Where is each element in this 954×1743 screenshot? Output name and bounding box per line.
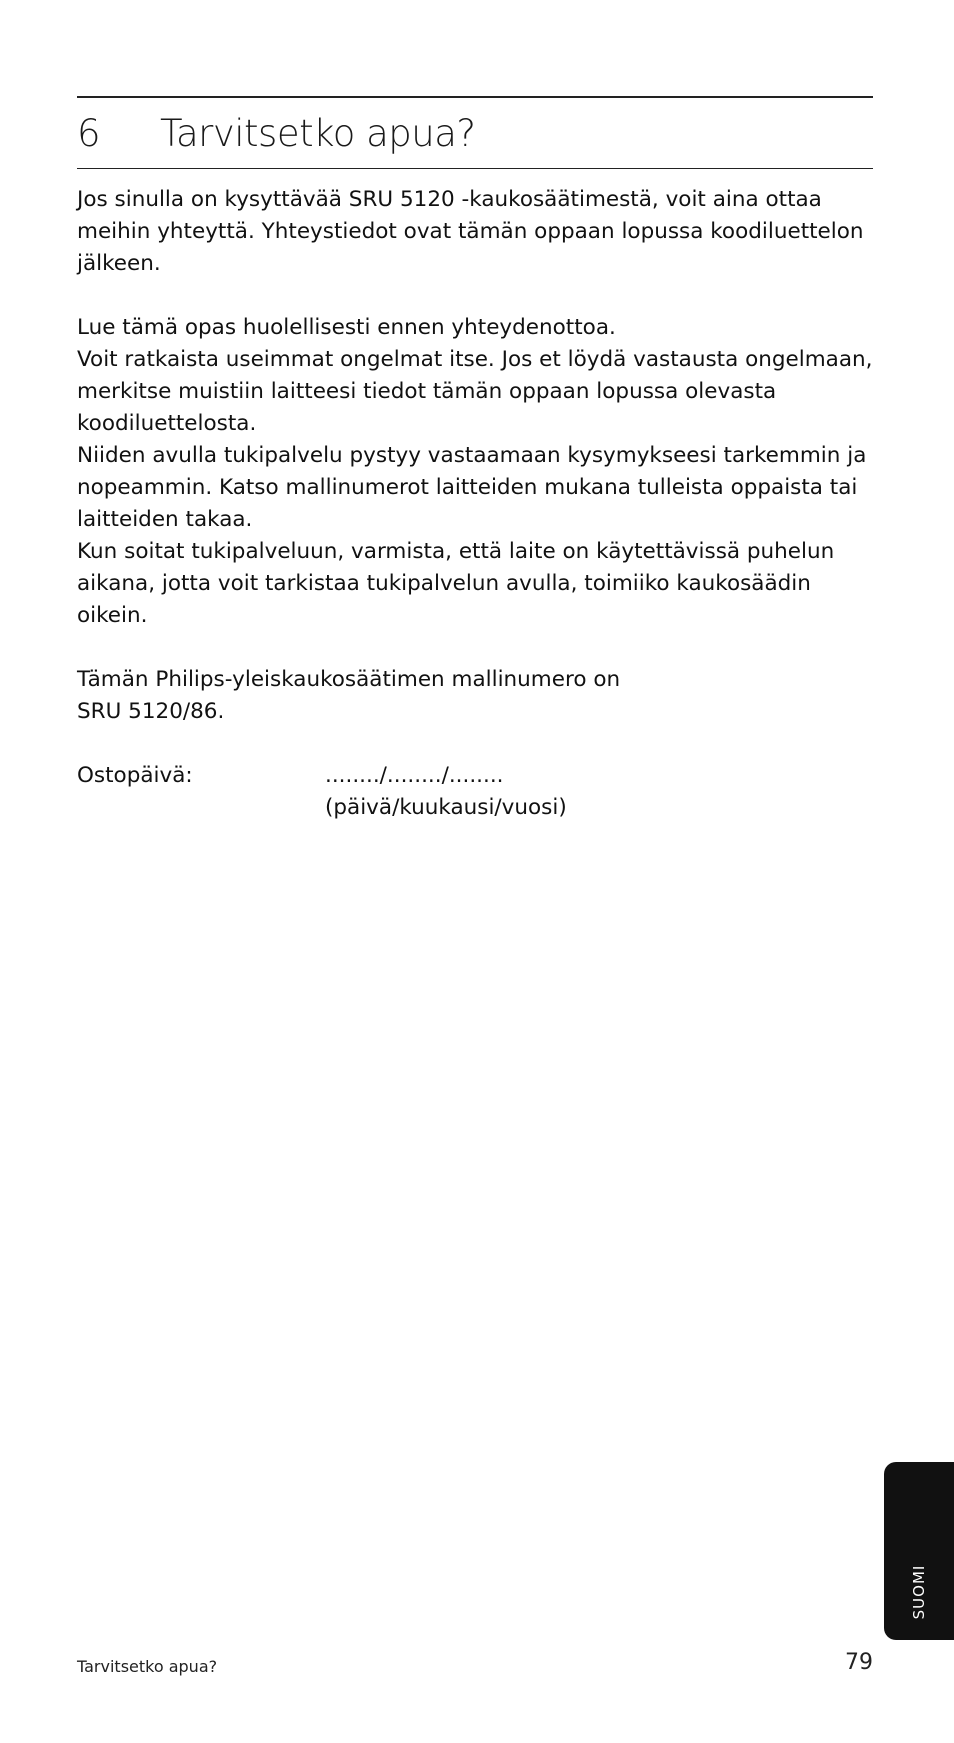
- paragraph-spacer: [77, 632, 877, 664]
- language-tab-label: SUOMI: [910, 1564, 928, 1620]
- purchase-date-row: [77, 760, 877, 824]
- heading-top-rule: [77, 96, 873, 98]
- page-content: [77, 184, 877, 824]
- footer-section-title: Tarvitsetko apua?: [77, 1657, 218, 1676]
- purchase-date-format: (päivä/kuukausi/vuosi): [325, 795, 567, 820]
- language-tab: [884, 1462, 954, 1640]
- page-number: 79: [845, 1650, 873, 1675]
- intro-paragraph: Jos sinulla on kysyttävää SRU 5120 -kaukosäätimestä, voit aina ottaa meihin yhteyttä. Yhteystiedot ovat tämän oppaan lopussa koodiluettelon jälkeen.: [77, 187, 864, 276]
- chapter-number: 6: [77, 112, 101, 155]
- paragraph-spacer: [77, 280, 877, 312]
- chapter-title: Tarvitsetko apua?: [160, 112, 476, 155]
- purchase-date-label: Ostopäivä:: [77, 763, 193, 788]
- purchase-date-field: ......../......../........: [325, 763, 504, 788]
- paragraph-spacer: [77, 728, 877, 760]
- model-number-paragraph: Tämän Philips-yleiskaukosäätimen mallinumero on SRU 5120/86.: [77, 667, 621, 724]
- instructions-paragraph: Lue tämä opas huolellisesti ennen yhteydenottoa. Voit ratkaista useimmat ongelmat itse. Jos et löydä vastausta ongelmaan, merkitse muistiin laitteesi tiedot tämän oppaan lopussa olevasta koodiluettelosta. Niiden avulla tukipalvelu pystyy vastaamaan kysymykseesi tarkemmin ja nopeammin. Katso mallinumerot laitteiden mukana tulleista oppaista tai laitteiden takaa. Kun soitat tukipalveluun, varmista, että laite on käytettävissä puhelun aikana, jotta voit tarkistaa tukipalvelun avulla, toimiiko kaukosäädin oikein.: [77, 315, 873, 628]
- heading-bottom-rule: [77, 168, 873, 169]
